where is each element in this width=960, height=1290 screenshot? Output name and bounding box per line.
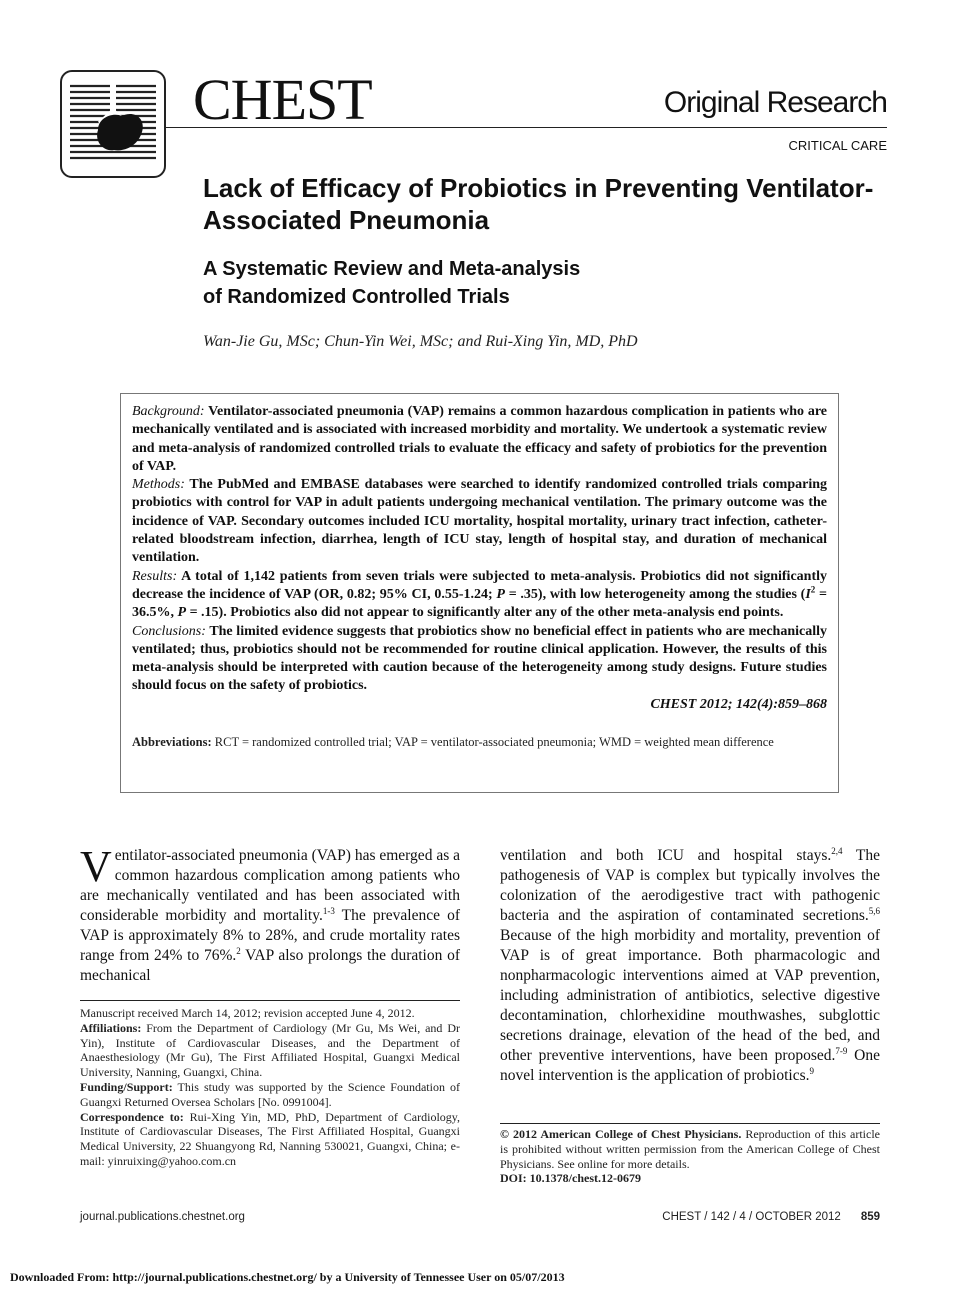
results-p-symbol: P [496,586,505,602]
journal-brand: CHEST [193,67,372,132]
body-right-text-1: ventilation and both ICU and hospital stays. [500,847,832,864]
affiliations-text: From the Department of Cardiology (Mr Gu, Ms Wei, and Dr Yin), Institute of Cardiovascular Diseases, and the Department of Anaesthesiology (Mr Gu), The First Affiliated Hospital, Guangxi Medical University, Nanning, Guangxi, China. [80,1020,460,1080]
body-left-text-3: VAP also prolongs the duration of mechanical [80,947,460,984]
issue-info [662,1211,880,1223]
issue-text: CHEST / 142 / 4 / OCTOBER 2012 [662,1211,841,1223]
section-label: Original Research [663,86,887,119]
results-text-2: = .35), with low heterogeneity among the studies ( [504,586,806,602]
copyright-notice [500,1127,880,1171]
citation-ref: 2,4 [831,845,843,856]
page-number: 859 [860,1211,880,1223]
footnotes [80,1006,460,1169]
affiliations [80,1021,460,1080]
body-left-text-1: entilator-associated pneumonia (VAP) has emerged as a common hazardous complication among patients who are mechanically ventilated and has been associated with considerable morbidity and mortality. [80,847,460,924]
funding [80,1080,460,1110]
citation-ref: 1-3 [322,905,335,916]
background-label: Background: [132,404,205,419]
copyright-block [500,1127,880,1186]
abbreviations-label: Abbreviations: [132,734,212,749]
results-i-symbol: I [805,586,811,602]
background-text: Ventilator-associated pneumonia (VAP) remains a common hazardous complication in patients who are mechanically ventilated and is associated with increased morbidity and mortality. We undertook a systematic review and meta-analysis of randomized controlled trials to evaluate the efficacy and safety of probiotics for the prevention of VAP. [132,404,828,474]
download-notice: Downloaded From: http://journal.publications.chestnet.org/ by a University of Tennessee User on 05/07/2013 [10,1270,565,1284]
abbreviations [132,734,827,750]
body-column-right [500,846,880,1086]
chest-logo [60,70,166,178]
results-text-3: = 36.5%, [132,586,827,621]
results-text-4: = .15). Probiotics also did not appear to significantly alter any of the other meta-analysis end points. [186,605,784,621]
subtitle-line-1: A Systematic Review and Meta-analysis [203,258,581,280]
correspondence-label: Correspondence to: [80,1109,184,1124]
category-label: CRITICAL CARE [788,138,887,153]
drop-cap: V [80,842,112,891]
abstract-methods [132,476,827,567]
funding-text: This study was supported by the Science Foundation of Guangxi Returned Oversea Scholars [No. 0991004]. [80,1079,460,1109]
citation-ref: 2 [236,945,241,956]
header-divider [165,127,887,128]
journal-url[interactable]: journal.publications.chestnet.org [80,1211,245,1223]
conclusions-label: Conclusions: [132,623,206,639]
lungs-heart-icon [62,72,164,176]
abstract-citation: CHEST 2012; 142(4):859–868 [650,696,827,712]
body-column-left [80,842,460,986]
abbreviations-text: RCT = randomized controlled trial; VAP = ventilator-associated pneumonia; WMD = weighted mean difference [211,734,774,749]
author-list: Wan-Jie Gu, MSc; Chun-Yin Wei, MSc; and Rui-Xing Yin, MD, PhD [203,333,638,350]
body-right-text-4: One novel intervention is the application of probiotics. [500,1047,880,1084]
copyright-text: Reproduction of this article is prohibited without written permission from the American College of Chest Physicians. See online for more details. [500,1127,880,1171]
copyright-bold: © 2012 American College of Chest Physicians. [500,1127,742,1141]
results-text-1: A total of 1,142 patients from seven trials were subjected to meta-analysis. Probiotics did not significantly decrease the incidence of VAP (OR, 0.82; 95% CI, 0.55-1.24; [132,568,827,602]
abstract-conclusions [132,623,827,696]
citation-ref: 7-9 [835,1045,848,1056]
article-title: Lack of Efficacy of Probiotics in Preventing Ventilator-Associated Pneumonia [203,173,874,235]
body-right-text-3: Because of the high morbidity and mortality, prevention of VAP is of great importance. Both pharmacologic and nonpharmacologic interventions aimed at VAP prevention, including administration of antibiotics, selective digestive decontamination, chlorhexidine mouthwashes, subglottic secretions drainage, elevation of the head of the bed, and other preventive interventions, have been proposed. [500,927,880,1064]
methods-text: The PubMed and EMBASE databases were searched to identify randomized controlled trials comparing probiotics with control for VAP in adult patients undergoing mechanical ventilation. The primary outcome was the incidence of VAP. Secondary outcomes included ICU mortality, hospital mortality, urinary tract infection, catheter-related bloodstream infection, diarrhea, length of ICU stay, length of hospital stay, and duration of mechanical ventilation. [132,477,827,566]
funding-label: Funding/Support: [80,1079,173,1094]
correspondence [80,1110,460,1169]
methods-label: Methods: [132,477,185,493]
subtitle-line-2: of Randomized Controlled Trials [203,286,510,308]
citation-ref: 5,6 [868,905,880,916]
doi [500,1171,880,1186]
abstract-background [132,403,827,476]
affiliations-label: Affiliations: [80,1020,142,1035]
abstract-results [132,568,827,623]
article-subtitle [203,255,803,311]
results-superscript: 2 [810,584,816,595]
correspondence-text: Rui-Xing Yin, MD, PhD, Department of Cardiology, Institute of Cardiovascular Diseases, The First Affiliated Hospital, Guangxi Medical University, 22 Shuangyong Rd, Nanning 530021, Guangxi, China; e-mail: yinruixing@yahoo.com.cn [80,1109,460,1168]
copyright-divider [500,1123,880,1124]
body-left-text-2: The prevalence of VAP is approximately 8% to 28%, and crude mortality rates range from 24% to 76%. [80,907,460,964]
footnote-divider [80,1000,460,1001]
results-p-symbol-2: P [177,605,187,621]
abstract-box [120,393,839,793]
doi-text: DOI: 10.1378/chest.12-0679 [500,1171,641,1186]
manuscript-received: Manuscript received March 14, 2012; revision accepted June 4, 2012. [80,1006,415,1020]
conclusions-text: The limited evidence suggests that probiotics show no beneficial effect in patients who are mechanically ventilated; thus, probiotics should not be recommended for routine clinical application. However, the results of this meta-analysis should be interpreted with caution because of the heterogeneity among study designs. Future studies should focus on the safety of probiotics. [132,623,828,694]
body-right-text-2: The pathogenesis of VAP is complex but typically involves the colonization of the aerodigestive tract with pathogenic bacteria and the aspiration of contaminated secretions. [500,847,880,924]
citation-ref: 9 [809,1065,815,1076]
results-label: Results: [132,568,178,584]
